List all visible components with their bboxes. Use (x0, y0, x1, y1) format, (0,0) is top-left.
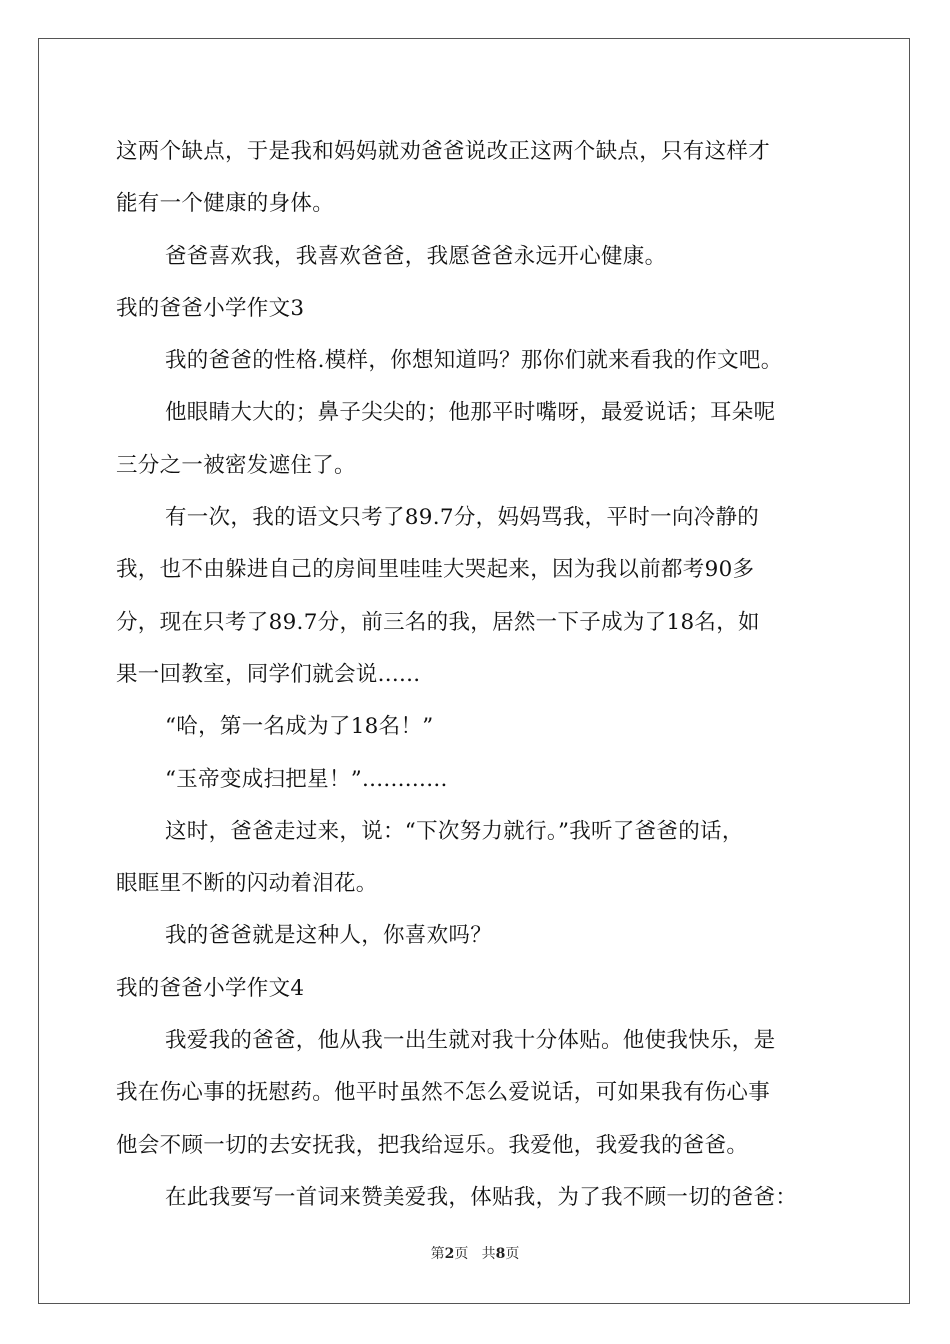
total-page-count: 8 (495, 1246, 506, 1262)
text-line: 果一回教室，同学们就会说...... (116, 661, 421, 687)
text-line: 三分之一被密发遮住了。 (116, 452, 356, 478)
quote-line: “玉帝变成扫把星！”............ (165, 766, 448, 792)
text-line: 这两个缺点，于是我和妈妈就劝爸爸说改正这两个缺点，只有这样才 (116, 139, 771, 164)
text-line: 眼眶里不断的闪动着泪花。 (116, 871, 378, 897)
paragraph-line: 我的爸爸就是这种人，你喜欢吗？ (165, 923, 493, 949)
current-page-number: 2 (444, 1246, 455, 1262)
quote-line: “哈，第一名成为了18名！” (165, 714, 434, 740)
paragraph-line: 我爱我的爸爸，他从我一出生就对我十分体贴。他使我快乐，是 (165, 1028, 776, 1054)
text-line: 我，也不由躲进自己的房间里哇哇大哭起来，因为我以前都考90多 (116, 557, 755, 583)
paragraph-line: 在此我要写一首词来赞美爱我，体贴我，为了我不顾一切的爸爸： (165, 1184, 798, 1210)
text-line: 能有一个健康的身体。 (116, 191, 335, 217)
total-suffix: 页 (505, 1246, 520, 1262)
total-prefix: 共 (481, 1246, 496, 1262)
page-footer (0, 1245, 950, 1263)
paragraph-line: 有一次，我的语文只考了89.7分，妈妈骂我，平时一向冷静的 (165, 505, 760, 531)
text-line: 我在伤心事的抚慰药。他平时虽然不怎么爱说话，可如果我有伤心事 (116, 1080, 771, 1106)
text-line: 他会不顾一切的去安抚我，把我给逗乐。我爱他，我爱我的爸爸。 (116, 1132, 749, 1158)
section-heading: 我的爸爸小学作文4 (116, 975, 305, 1001)
paragraph-line: 我的爸爸的性格.模样，你想知道吗？那你们就来看我的作文吧。 (165, 348, 783, 374)
paragraph-line: 他眼睛大大的；鼻子尖尖的；他那平时嘴呀，最爱说话；耳朵呢 (165, 400, 776, 426)
page-prefix: 第 (430, 1246, 445, 1262)
paragraph-line: 爸爸喜欢我，我喜欢爸爸，我愿爸爸永远开心健康。 (165, 243, 667, 269)
paragraph-line: 这时，爸爸走过来，说：“下次努力就行。”我听了爸爸的话， (165, 818, 744, 844)
document-body (116, 126, 836, 1224)
section-heading: 我的爸爸小学作文3 (116, 295, 305, 321)
text-line: 分，现在只考了89.7分，前三名的我，居然一下子成为了18名，如 (116, 609, 760, 635)
page-suffix: 页 (454, 1246, 469, 1262)
